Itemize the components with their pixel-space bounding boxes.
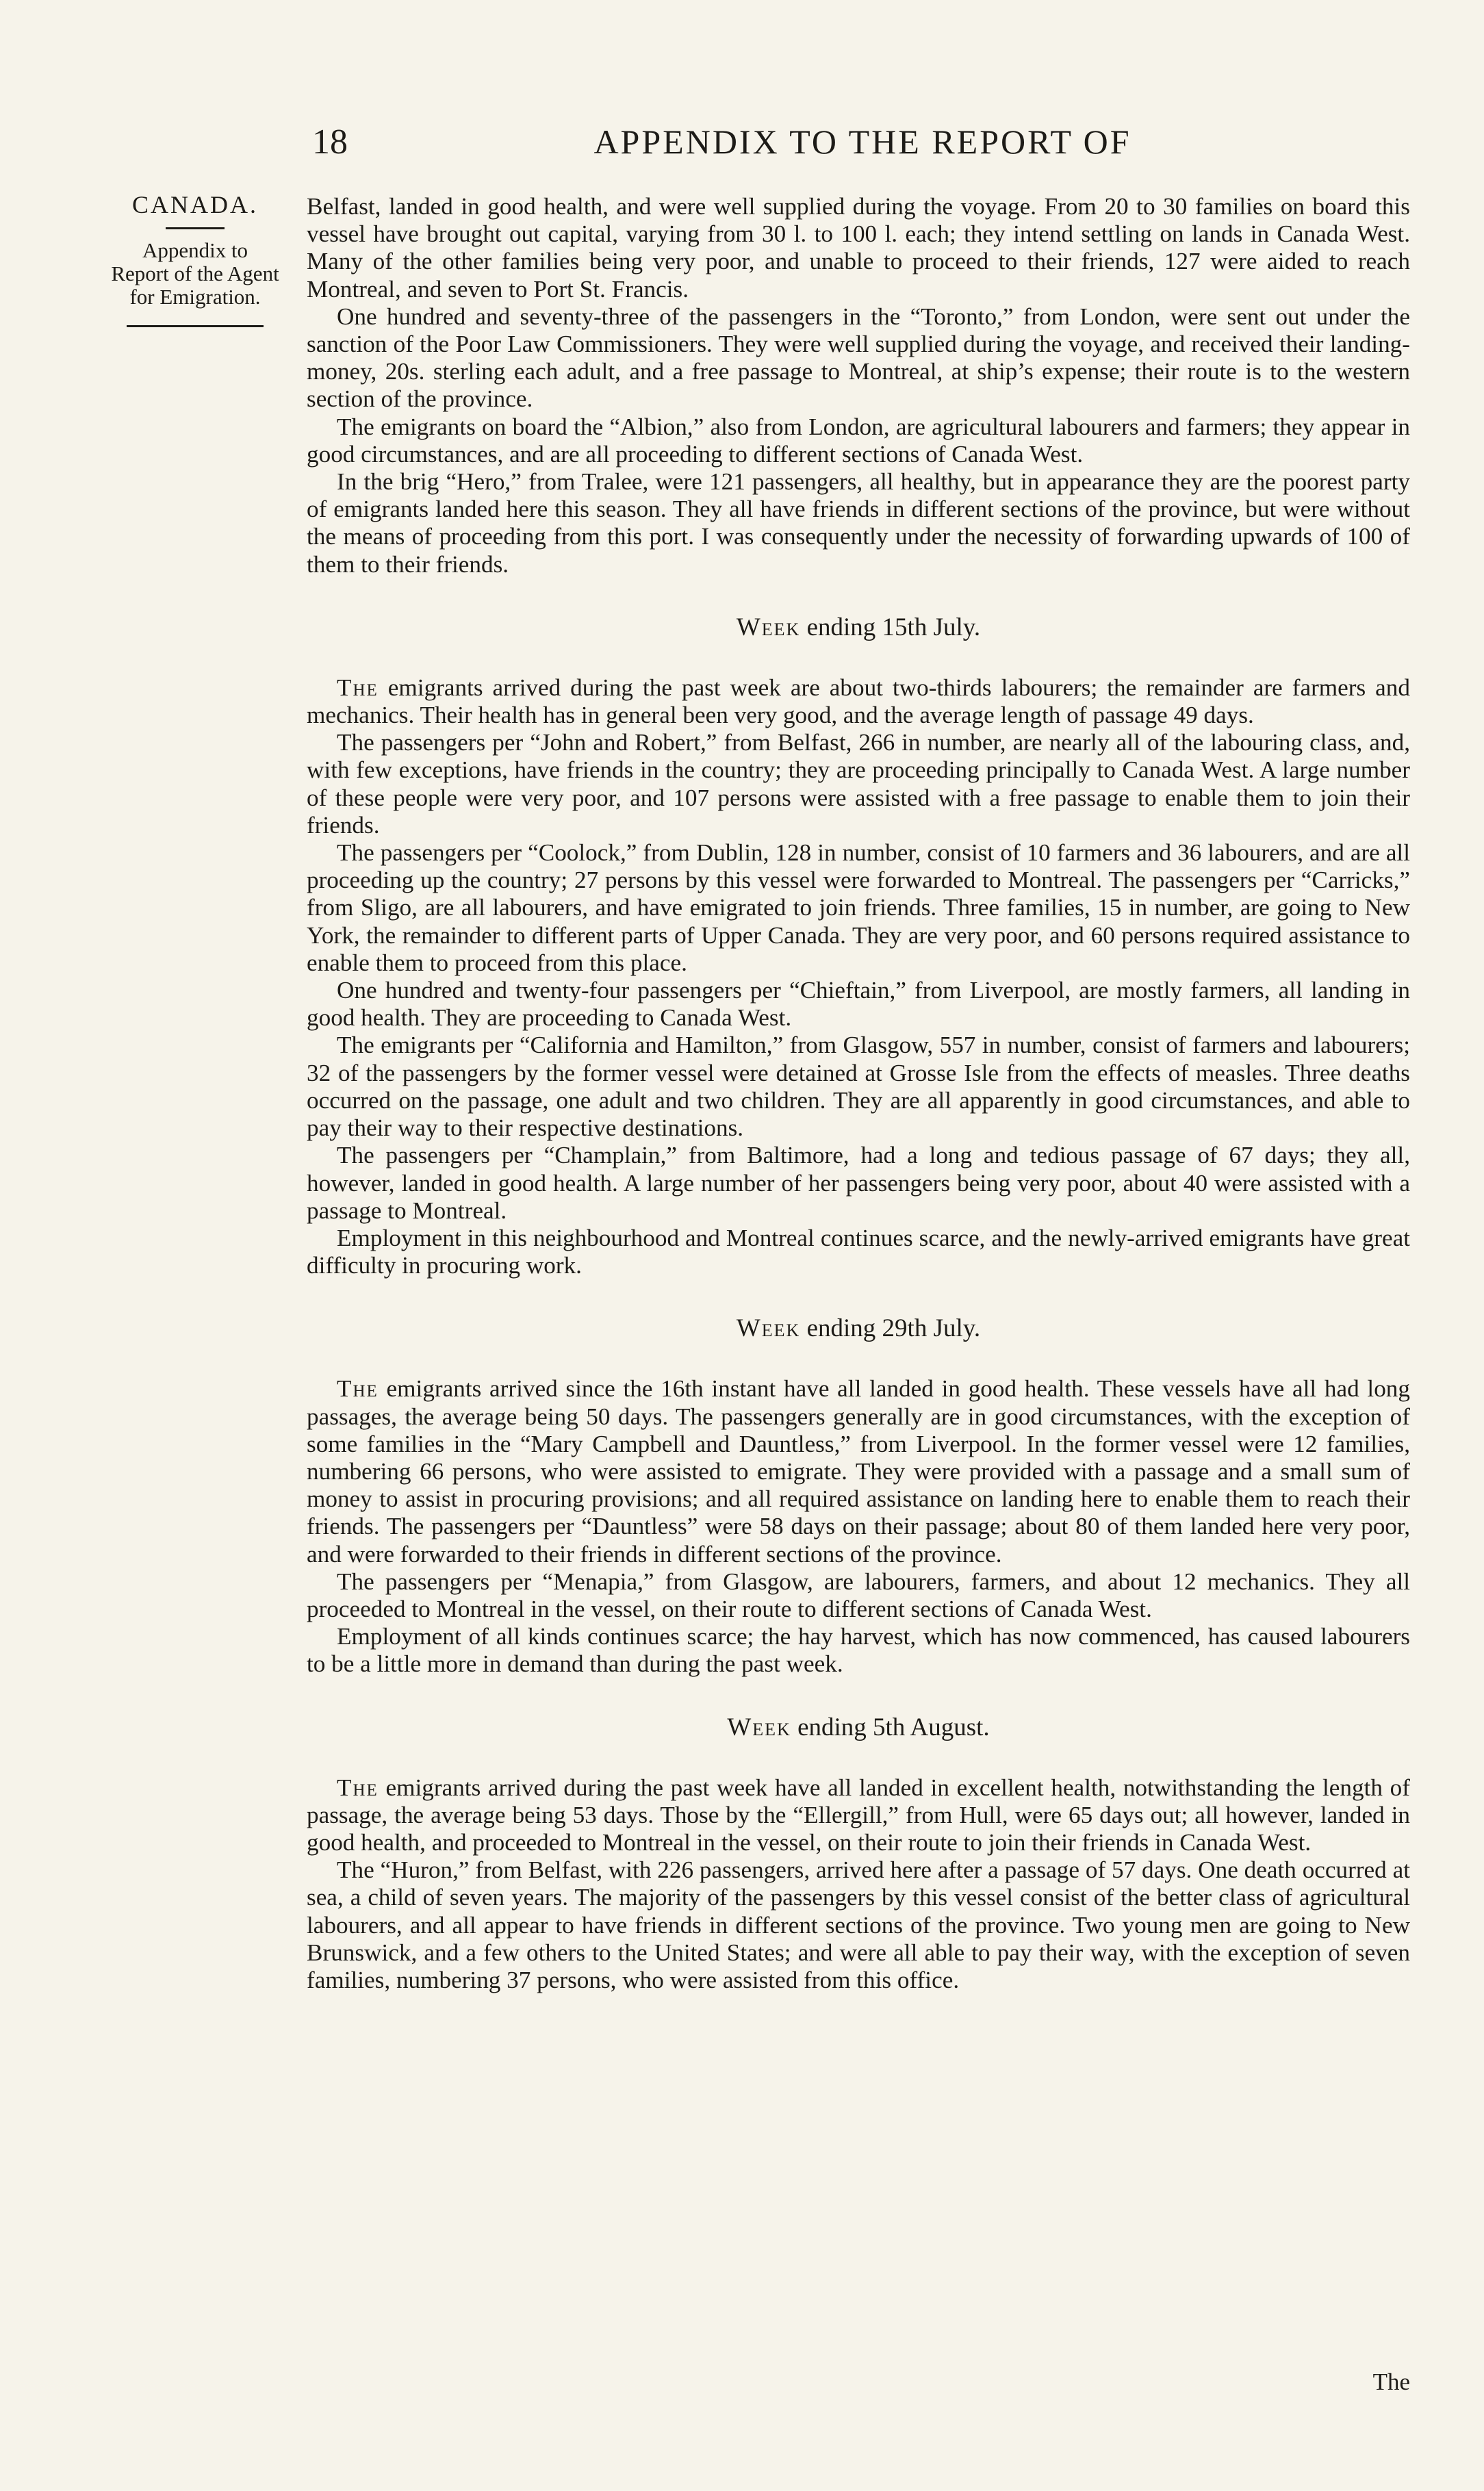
margin-title: CANADA. — [131, 191, 258, 218]
paragraph-text: emigrants arrived since the 16th instant have all landed in good health. These vessels have all had long passages, the average being 50 days. The passengers generally are in good circumstances, with the exception of some families in the “Mary Campbell and Dauntless,” from Liverpool. In the former vessel were 12 families, numbering 66 persons, who were assisted to emigrate. They were provided with a passage and a small sum of money to assist in procuring provisions; and all required assistance on landing here to enable them to reach their friends. The passengers per “Dauntless” were 58 days on their passage; about 80 of them landed here very poor, and were forwarded to their friends in different sections of the province. — [307, 1375, 1410, 1568]
page-header — [301, 122, 1424, 170]
paragraph: The passengers per “John and Robert,” from Belfast, 266 in number, are nearly all of the labouring class, and, with few exceptions, have friends in the country; they are proceeding principally to Canada West. A large number of these people were very poor, and 107 persons were assisted with a free passage to enable them to join their friends. — [307, 729, 1410, 839]
paragraph: The emigrants per “California and Hamilton,” from Glasgow, 557 in number, consist of farmers and labourers; 32 of the passengers by the former vessel were detained at Grosse Isle from the effects of measles. Three deaths occurred on the passage, one adult and two children. They are all apparently in good circumstances, and able to pay their way to their respective destinations. — [307, 1032, 1410, 1142]
paragraph-text: emigrants arrived during the past week have all landed in excellent health, notwithstanding the length of passage, the average being 53 days. Those by the “Ellergill,” from Hull, were 65 days out; all however, landed in good health, and proceeded to Montreal in the vessel, on their route to join their friends in Canada West. — [307, 1774, 1410, 1856]
body-text — [307, 193, 1410, 1994]
paragraph: In the brig “Hero,” from Tralee, were 121 passengers, all healthy, but in appearance they are the poorest party of emigrants landed here this season. They all have friends in different sections of the province, but were without the means of proceeding from this port. I was consequently under the necessity of forwarding upwards of 100 of them to their friends. — [307, 468, 1410, 578]
section-heading-lead: Week — [736, 1314, 801, 1343]
lead-word: The — [337, 1774, 379, 1801]
paragraph — [307, 674, 1410, 729]
running-head: APPENDIX TO THE REPORT OF — [593, 123, 1131, 161]
catchword: The — [1372, 2368, 1410, 2395]
margin-subtitle — [82, 239, 308, 309]
paragraph: The emigrants on board the “Albion,” also from London, are agricultural labourers and farmers; they appear in good circumstances, and are all proceeding to different sections of Canada West. — [307, 413, 1410, 468]
margin-subtitle-line: Report of the Agent — [111, 261, 279, 285]
lead-word: The — [337, 1375, 379, 1403]
section-heading — [307, 614, 1410, 641]
margin-subtitle-line: for Emigration. — [129, 285, 261, 309]
paragraph: The passengers per “Champlain,” from Baltimore, had a long and tedious passage of 67 days; they all, however, landed in good health. A large number of her passengers being very poor, about 40 were assisted with a passage to Montreal. — [307, 1142, 1410, 1224]
paragraph — [307, 1375, 1410, 1568]
lead-word: The — [337, 674, 379, 701]
margin-rule — [166, 227, 225, 229]
section-heading — [307, 1714, 1410, 1741]
margin-rule — [127, 325, 264, 327]
paragraph: Employment in this neighbourhood and Montreal continues scarce, and the newly-arrived emigrants have great difficulty in procuring work. — [307, 1224, 1410, 1279]
paragraph — [307, 1774, 1410, 1857]
section-heading-lead: Week — [736, 613, 801, 641]
margin-note — [82, 190, 308, 327]
paragraph: One hundred and seventy-three of the passengers in the “Toronto,” from London, were sent out under the sanction of the Poor Law Commissioners. They were well supplied during the voyage, and received their landing-money, 20s. sterling each adult, and a free passage to Montreal, at ship’s expense; their route is to the western section of the province. — [307, 303, 1410, 413]
paragraph: The “Huron,” from Belfast, with 226 passengers, arrived here after a passage of 57 days. One death occurred at sea, a child of seven years. The majority of the passengers by this vessel consist of the better class of agricultural labourers, and all appear to have friends in different sections of the province. Two young men are going to New Brunswick, and a few others to the United States; and were all able to pay their way, with the exception of seven families, numbering 37 persons, who were assisted from this office. — [307, 1856, 1410, 1993]
page-number: 18 — [312, 123, 348, 162]
section-heading-lead: Week — [727, 1713, 791, 1741]
paragraph: Employment of all kinds continues scarce; the hay harvest, which has now commenced, has caused labourers to be a little more in demand than during the past week. — [307, 1623, 1410, 1678]
paragraph: Belfast, landed in good health, and were well supplied during the voyage. From 20 to 30 families on board this vessel have brought out capital, varying from 30 l. to 100 l. each; they intend settling on lands in Canada West. Many of the other families being very poor, and unable to proceed to their friends, 127 were aided to reach Montreal, and seven to Port St. Francis. — [307, 193, 1410, 303]
paragraph: The passengers per “Menapia,” from Glasgow, are labourers, farmers, and about 12 mechanics. They all proceeded to Montreal in the vessel, on their route to different sections of Canada West. — [307, 1568, 1410, 1622]
section-heading-text: ending 15th July. — [800, 613, 981, 641]
paragraph: One hundred and twenty-four passengers per “Chieftain,” from Liverpool, are mostly farmers, all landing in good health. They are proceeding to Canada West. — [307, 977, 1410, 1032]
section-heading-text: ending 29th July. — [800, 1314, 981, 1343]
margin-subtitle-line: Appendix to — [142, 238, 248, 262]
section-heading-text: ending 5th August. — [791, 1713, 990, 1741]
paragraph-text: emigrants arrived during the past week are about two-thirds labourers; the remainder are farmers and mechanics. Their health has in general been very good, and the average length of passage 49 days. — [307, 674, 1410, 729]
paragraph: The passengers per “Coolock,” from Dublin, 128 in number, consist of 10 farmers and 36 labourers, and are all proceeding up the country; 27 persons by this vessel were forwarded to Montreal. The passengers per “Carricks,” from Sligo, are all labourers, and have emigrated to join friends. Three families, 15 in number, are going to New York, the remainder to different parts of Upper Canada. They are very poor, and 60 persons required assistance to enable them to proceed from this place. — [307, 839, 1410, 976]
section-heading — [307, 1315, 1410, 1342]
